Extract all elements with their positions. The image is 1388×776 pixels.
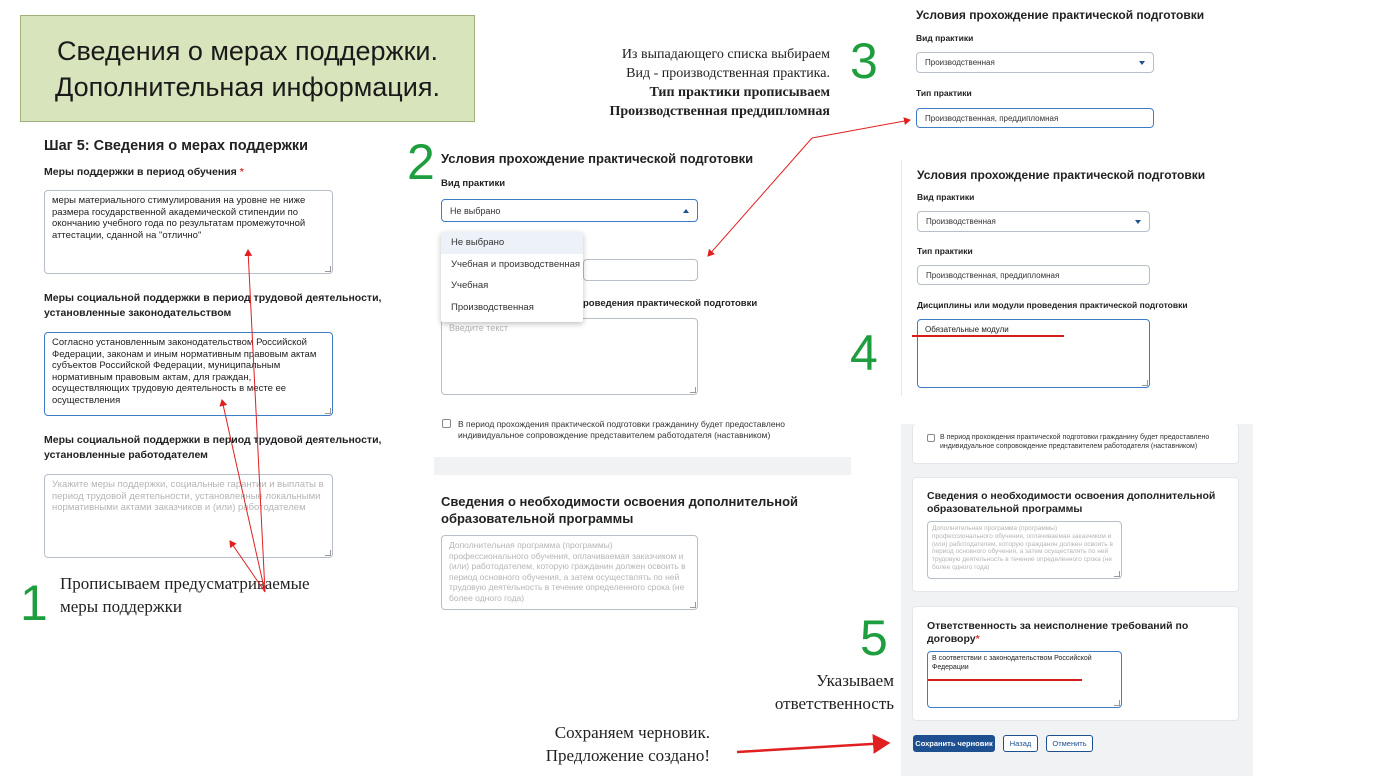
extra-program-heading-2: Сведения о необходимости освоения дополнительной образовательной программы: [441, 494, 799, 526]
study-support-label-text: Меры поддержки в период обучения: [44, 166, 237, 178]
arrow-to-subtype: [708, 138, 812, 256]
responsibility-value: В соответствии с законодательством Российской Федерации: [932, 655, 1092, 671]
note-line: Указываем: [816, 671, 894, 690]
practice-type-label-3: Вид практики: [916, 33, 974, 43]
employer-support-label: Меры социальной поддержки в период трудовой деятельности, установленные работодателем: [44, 434, 382, 461]
dropdown-option[interactable]: Не выбрано: [441, 232, 583, 254]
disciplines-value: Обязательные модули: [925, 325, 1009, 334]
disciplines-label-4: Дисциплины или модули проведения практической подготовки: [917, 300, 1188, 310]
practice-heading-2: Условия прохождение практической подготовки: [441, 151, 754, 166]
disciplines-label-partial: роведения практической подготовки: [583, 298, 758, 309]
step-number-4: 4: [850, 325, 878, 381]
extra-program-placeholder: Дополнительная программа (программы) профессионального обучения, оплачиваемая заказчиком и (или) работодателем, которую гражданин должен освоить в период основного обучения, а затем осуществлять по ней трудовую деятельность в течение определенного срока (не более одного года): [449, 540, 686, 603]
dropdown-option[interactable]: Учебная: [451, 280, 489, 292]
practice-heading-3: Условия прохождение практической подготовки: [916, 8, 1205, 22]
title-line-2: Дополнительная информация.: [55, 71, 440, 102]
required-mark: *: [975, 632, 980, 645]
responsibility-heading-text: Ответственность за неисполнение требований по договору: [927, 620, 1189, 645]
practice-type-select-value: Не выбрано: [450, 205, 501, 216]
cancel-button[interactable]: Отменить: [1046, 735, 1093, 752]
dropdown-option[interactable]: Учебная и производственная: [451, 258, 581, 270]
arrow-to-save-button: [737, 743, 888, 752]
practice-type-select-value: Производственная: [925, 58, 995, 67]
mentor-checkbox-label-2: В период прохождения практической подготовки гражданину будет предоставлено индивидуальное сопровождение представителем работодателя (наставником): [458, 419, 785, 440]
employer-support-placeholder: Укажите меры поддержки, социальные гарантии и выплаты в период трудовой деятельности, установленные локальными нормативными актами заказчиков и (или) работодателем: [52, 479, 324, 513]
practice-heading-4: Условия прохождение практической подготовки: [917, 168, 1206, 182]
note-line: Тип практики прописываем: [649, 85, 830, 100]
step-heading: Шаг 5: Сведения о мерах поддержки: [44, 138, 309, 154]
step-number-1: 1: [20, 575, 48, 631]
arrow-to-study-support: [248, 250, 265, 592]
note-support-measures: Прописываем предусматриваемые меры поддержки: [60, 574, 310, 616]
study-support-value: меры материального стимулирования на уровне не ниже размера государственной академической стипендии по окончанию учебного года по результатам промежуточной аттестации, сданной на "отлично": [52, 195, 306, 241]
practice-type-label-4: Вид практики: [917, 192, 975, 202]
step-number-3: 3: [850, 33, 878, 89]
labor-law-support-label: Меры социальной поддержки в период трудовой деятельности, установленные законодательством: [44, 292, 382, 319]
labor-law-support-value: Согласно установленным законодательством Российской Федерации, законам и иным нормативным правовым актам субъектов Российской Федерации, муниципальным нормативным правовым актам, для граждан, осуществляющих трудовую деятельность в месте ее осуществления: [52, 337, 317, 406]
note-line: Предложение создано!: [545, 746, 710, 765]
practice-type-select-value: Производственная: [926, 217, 996, 226]
arrow-to-labor-law-support: [222, 400, 265, 592]
note-line: Производственная преддипломная: [609, 104, 830, 119]
practice-subtype-label-3: Тип практики: [916, 88, 972, 98]
mentor-checkbox-label-5: В период прохождения практической подготовки гражданину будет предоставлено индивидуальное сопровождение представителем работодателя (наставником): [940, 434, 1210, 450]
note-line: ответственность: [774, 694, 894, 713]
note-line: Из выпадающего списка выбираем: [621, 47, 830, 62]
practice-subtype-value: Производственная, преддипломная: [925, 113, 1059, 123]
step-number-5: 5: [860, 610, 888, 666]
note-line: Вид - производственная практика.: [626, 66, 830, 81]
back-button[interactable]: Назад: [1003, 735, 1038, 752]
dropdown-option[interactable]: Производственная: [451, 301, 534, 313]
practice-type-label-2: Вид практики: [441, 178, 506, 189]
note-line: Сохраняем черновик.: [554, 723, 710, 742]
arrow-to-subtype-filled: [812, 120, 910, 138]
extra-program-placeholder: Дополнительная программа (программы) профессионального обучения, оплачиваемая заказчиком и (или) работодателем, которую гражданин должен освоить в период основного обучения, а затем осуществлять по ней трудовую деятельность в течение определенного срока (не более одного года): [932, 525, 1113, 571]
practice-subtype-label-4: Тип практики: [917, 246, 973, 256]
required-mark: *: [239, 166, 244, 178]
extra-program-heading-5: Сведения о необходимости освоения дополнительной образовательной программы: [927, 490, 1216, 515]
title-line-1: Сведения о мерах поддержки.: [56, 35, 439, 66]
practice-subtype-value: Производственная, преддипломная: [926, 270, 1060, 280]
save-draft-button[interactable]: Сохранить черновик: [913, 735, 995, 752]
step-number-2: 2: [407, 134, 435, 190]
disciplines-placeholder: Введите текст: [449, 323, 508, 333]
